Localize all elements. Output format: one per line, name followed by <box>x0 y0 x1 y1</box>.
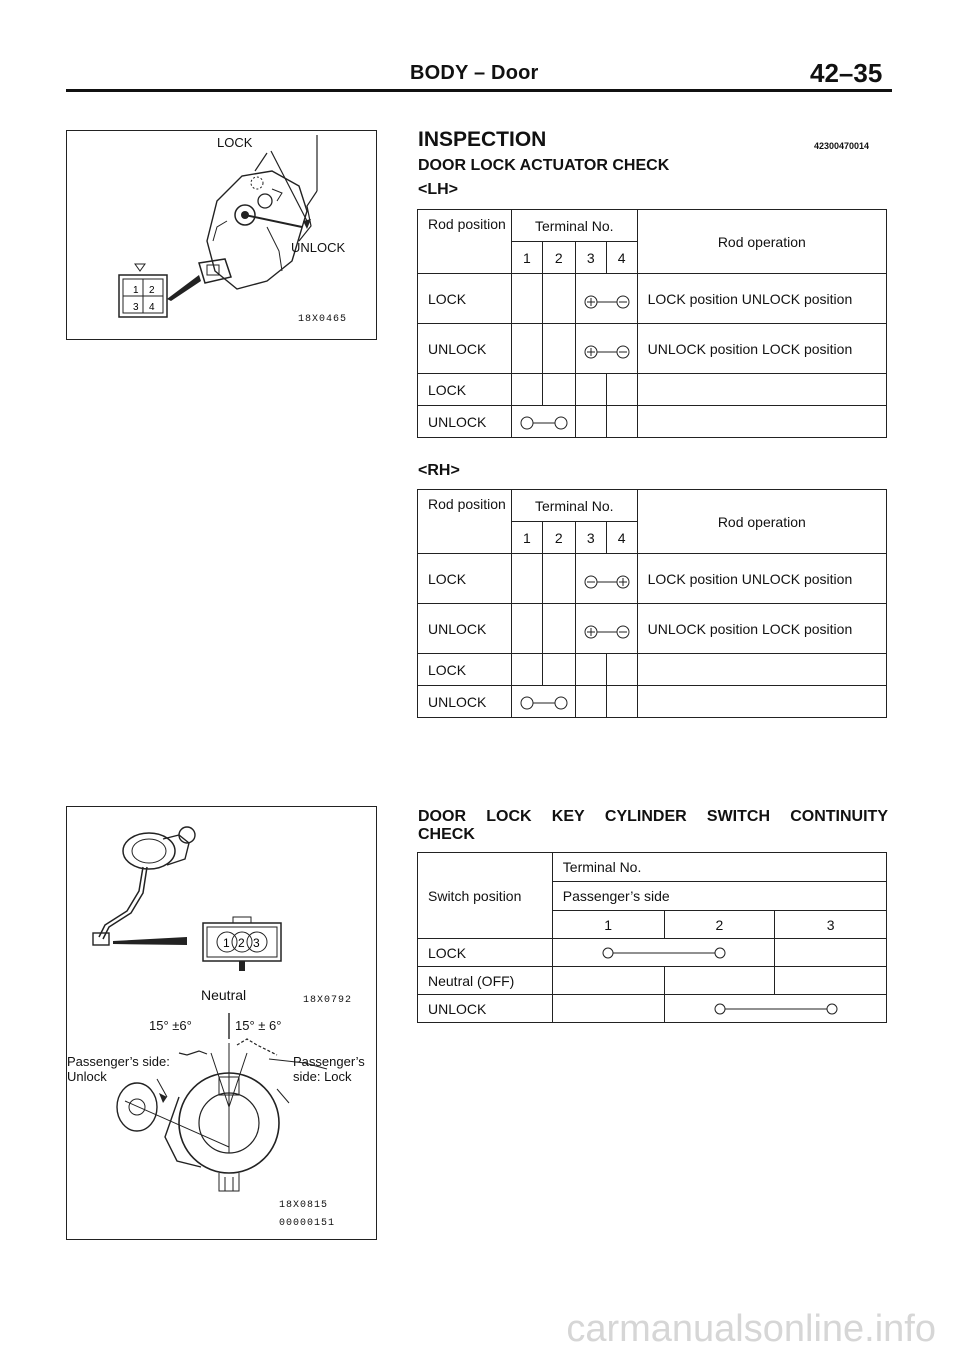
angle-left-label: 15° ±6° <box>149 1018 192 1033</box>
terminal-1: 1 <box>511 242 542 274</box>
minus-plus-symbol <box>575 554 637 604</box>
heading-word: CONTINUITY <box>790 808 888 825</box>
inspection-code: 42300470014 <box>814 141 870 151</box>
rod-position-header: Rod position <box>418 210 512 274</box>
neutral-label: Neutral <box>201 987 247 1003</box>
terminal-4: 4 <box>606 522 637 554</box>
rod-cell: LOCK <box>418 554 512 604</box>
lock-side-label: Passenger’s side: Lock <box>293 1054 365 1084</box>
key-cylinder-switch-illustration <box>67 807 376 1239</box>
rod-cell: LOCK <box>418 654 512 686</box>
terminal-1: 1 <box>511 522 542 554</box>
terminal-4: 4 <box>606 242 637 274</box>
operation-cell <box>637 686 886 718</box>
terminal-2: 2 <box>664 911 775 939</box>
plus-minus-symbol <box>575 324 637 374</box>
operation-cell: UNLOCK position LOCK position <box>637 604 886 654</box>
plus-minus-symbol <box>575 604 637 654</box>
pin-label: 3 <box>253 936 260 950</box>
heading-word: CYLINDER <box>604 808 687 825</box>
section-title: BODY – Door <box>410 62 539 84</box>
rod-position-header: Rod position <box>418 490 512 554</box>
rod-cell: LOCK <box>418 274 512 324</box>
operation-cell: UNLOCK position LOCK position <box>637 324 886 374</box>
terminal-1: 1 <box>552 911 664 939</box>
lh-actuator-table <box>417 209 887 438</box>
figure-code: 18X0792 <box>303 995 353 1006</box>
rod-cell: LOCK <box>418 374 512 406</box>
unlock-side-label: Passenger’s side: Unlock <box>67 1054 170 1084</box>
lock-label: LOCK <box>217 135 253 150</box>
terminal-2: 2 <box>542 242 575 274</box>
header-rule <box>66 89 892 92</box>
continuity-symbol <box>552 939 774 967</box>
rod-cell: UNLOCK <box>418 324 512 374</box>
figure-code: 18X0465 <box>298 314 348 325</box>
rod-cell: UNLOCK <box>418 686 512 718</box>
switch-position-header: Switch position <box>418 853 553 939</box>
terminal-2: 2 <box>542 522 575 554</box>
rod-operation-header: Rod operation <box>637 490 886 554</box>
operation-cell <box>637 374 886 406</box>
figure-code: 18X0815 <box>279 1200 329 1211</box>
switch-position-cell: LOCK <box>418 939 553 967</box>
switch-position-cell: UNLOCK <box>418 995 553 1023</box>
terminal-header: Terminal No. <box>511 210 637 242</box>
heading-word: DOOR <box>418 808 466 825</box>
heading-word: SWITCH <box>706 808 770 825</box>
pin-label: 4 <box>149 302 155 313</box>
key-cylinder-figure <box>66 806 377 1240</box>
lh-label: <LH> <box>418 181 459 198</box>
angle-right-label: 15° ± 6° <box>235 1018 282 1033</box>
terminal-3: 3 <box>575 522 606 554</box>
continuity-symbol <box>511 686 575 718</box>
figure-code: 00000151 <box>279 1218 336 1229</box>
operation-cell: LOCK position UNLOCK position <box>637 274 886 324</box>
watermark: carmanualsonline.info <box>566 1308 936 1350</box>
operation-cell <box>637 654 886 686</box>
pin-label: 3 <box>133 302 139 313</box>
page-number: 42–35 <box>810 58 883 88</box>
terminal-header: Terminal No. <box>511 490 637 522</box>
heading-line-2: CHECK <box>418 826 475 843</box>
rh-label: <RH> <box>418 462 460 479</box>
heading-word: LOCK <box>486 808 532 825</box>
actuator-figure <box>66 130 377 340</box>
terminal-header: Terminal No. <box>552 853 886 882</box>
pin-label: 1 <box>223 936 230 950</box>
rod-cell: UNLOCK <box>418 604 512 654</box>
operation-cell <box>637 406 886 438</box>
switch-position-cell: Neutral (OFF) <box>418 967 553 995</box>
continuity-symbol <box>664 995 886 1023</box>
pin-label: 2 <box>149 285 155 296</box>
key-cylinder-heading <box>418 808 888 844</box>
key-cylinder-table <box>417 852 887 1023</box>
passenger-side-header: Passenger’s side <box>552 882 886 911</box>
heading-word: KEY <box>551 808 585 825</box>
rh-actuator-table <box>417 489 887 718</box>
terminal-3: 3 <box>575 242 606 274</box>
terminal-3: 3 <box>775 911 887 939</box>
unlock-label: UNLOCK <box>291 240 346 255</box>
door-lock-actuator-illustration <box>67 131 376 339</box>
plus-minus-symbol <box>575 274 637 324</box>
pin-label: 2 <box>238 936 245 950</box>
actuator-check-heading: DOOR LOCK ACTUATOR CHECK <box>418 157 670 174</box>
operation-cell: LOCK position UNLOCK position <box>637 554 886 604</box>
rod-operation-header: Rod operation <box>637 210 886 274</box>
inspection-heading: INSPECTION <box>418 128 547 151</box>
pin-label: 1 <box>133 285 139 296</box>
continuity-symbol <box>511 406 575 438</box>
rod-cell: UNLOCK <box>418 406 512 438</box>
